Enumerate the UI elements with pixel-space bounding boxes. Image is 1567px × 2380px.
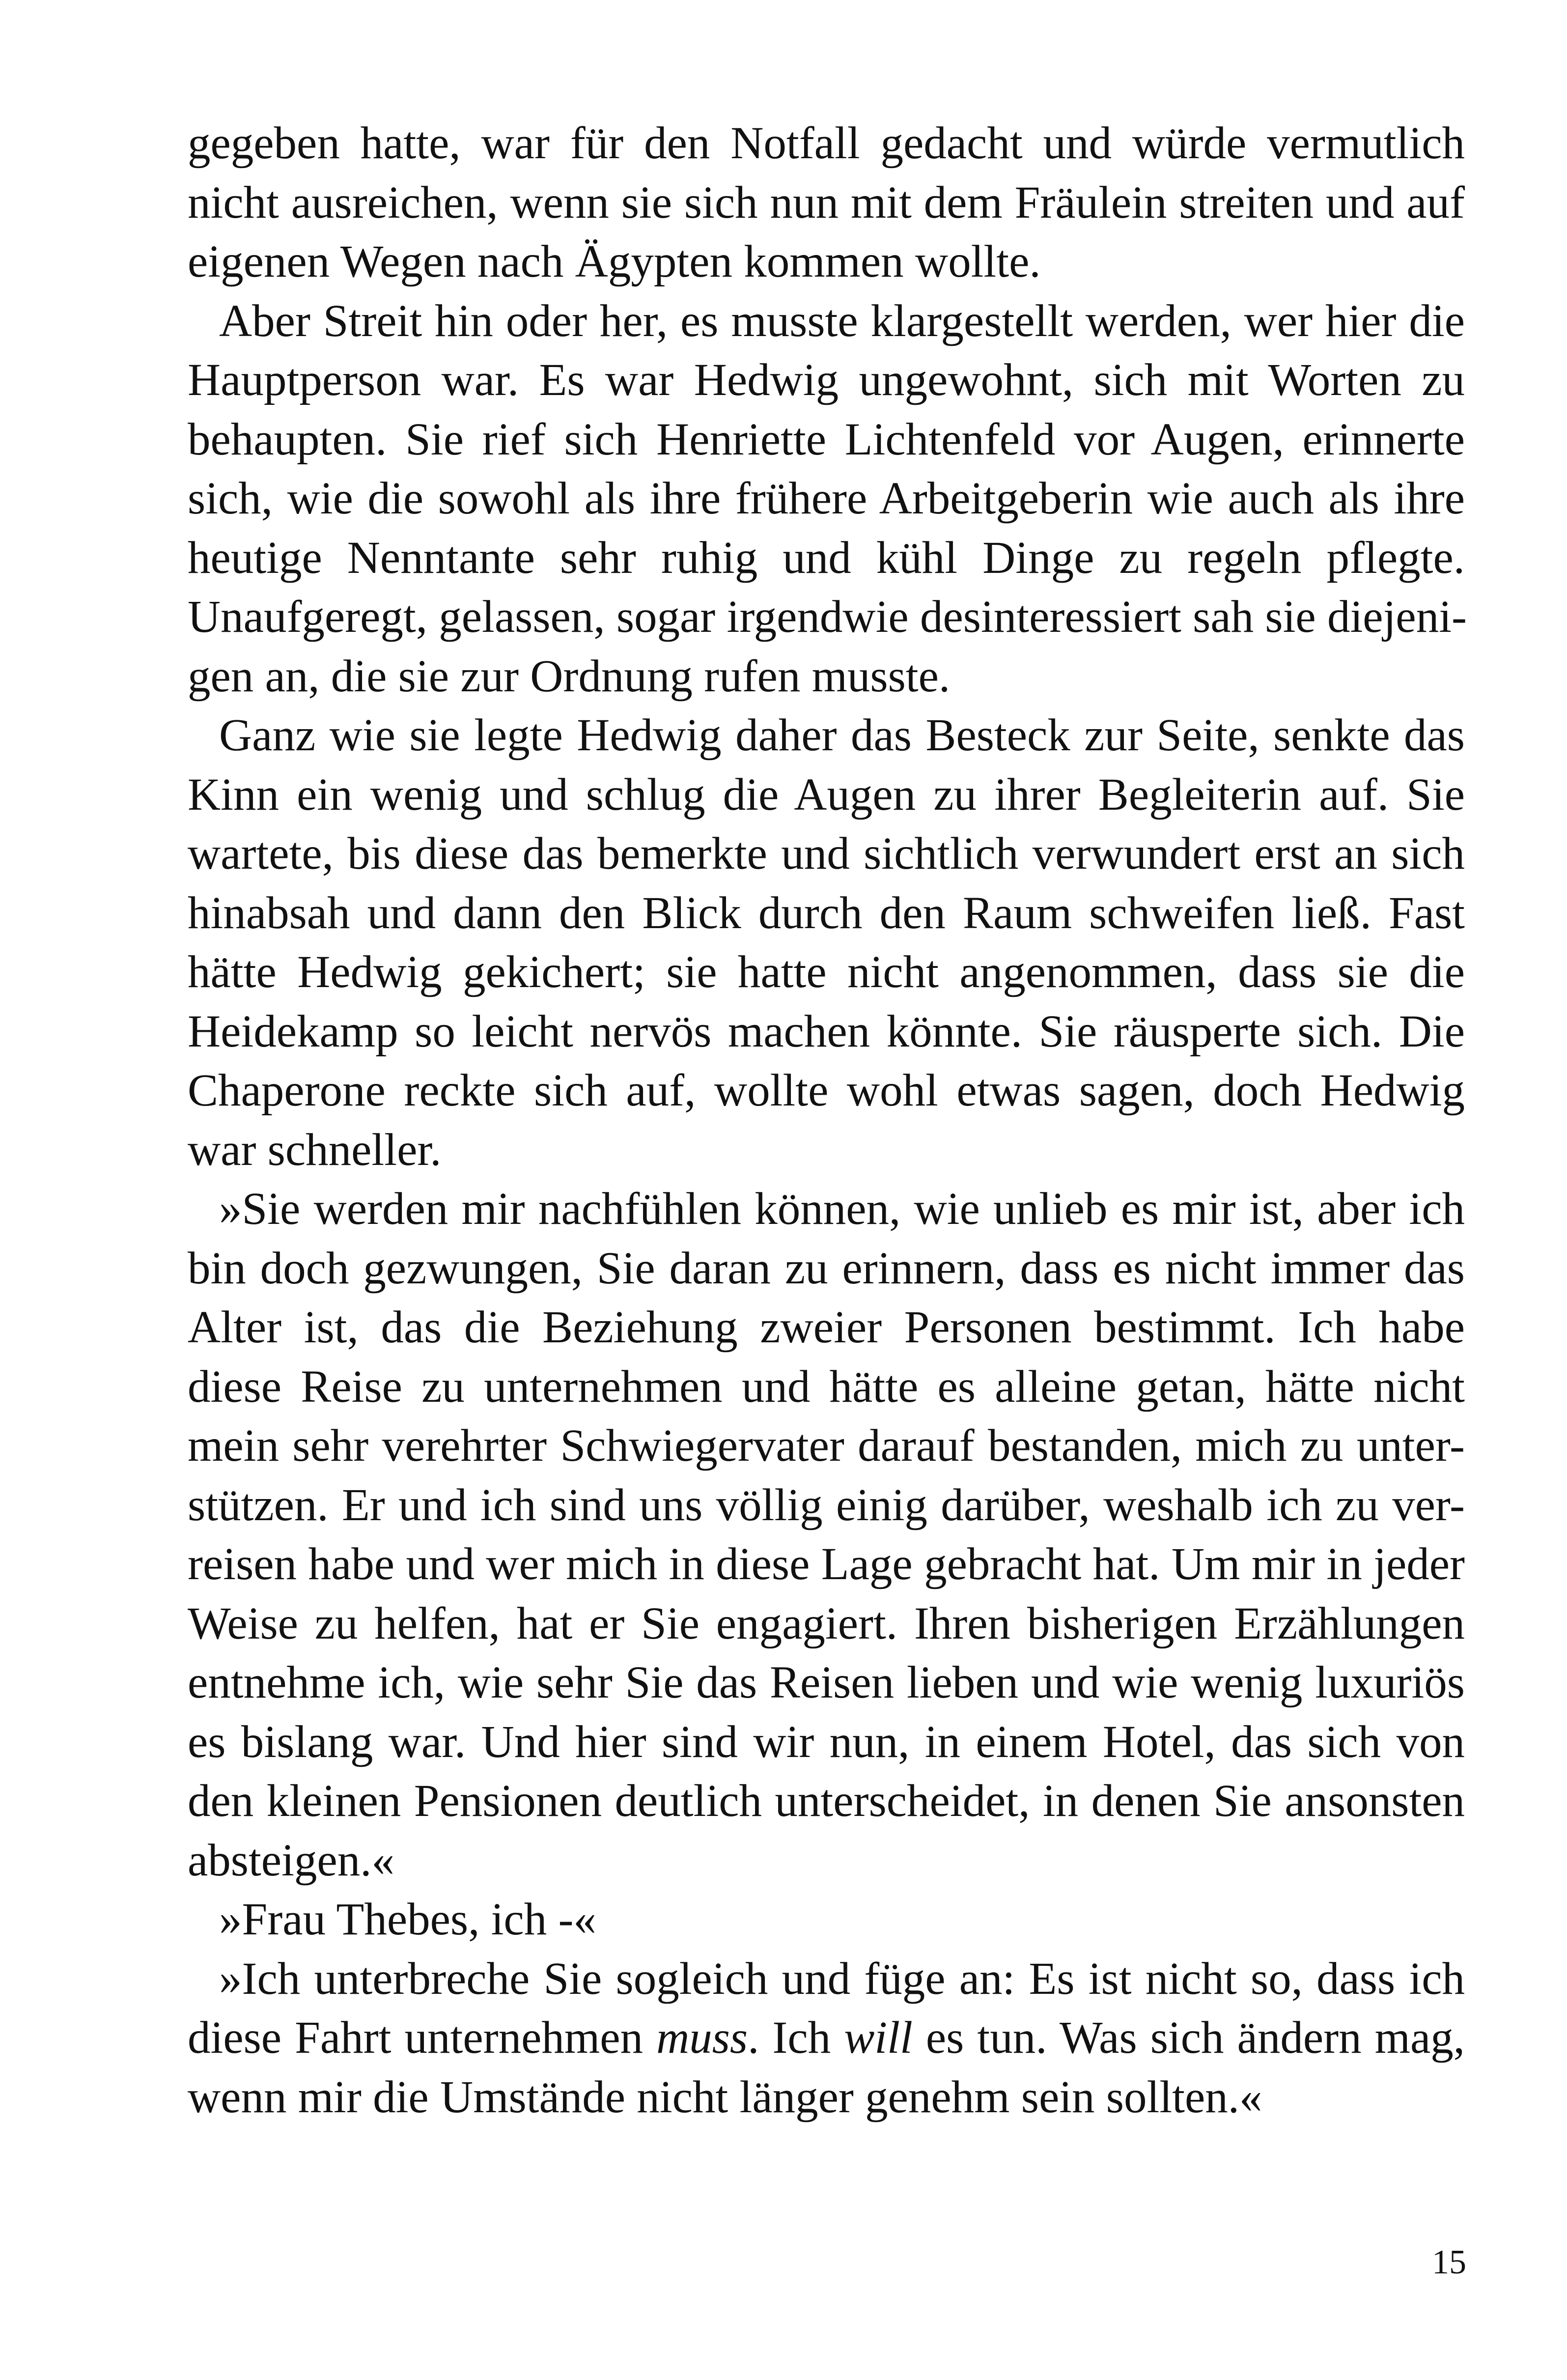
body-text bbox=[188, 114, 1465, 1950]
text-line: diese Fahrt unternehmen muss. Ich will es tun. Was sich ändern mag, bbox=[188, 2012, 1465, 2063]
text-line: Ganz wie sie legte Hedwig daher das Besteck zur Seite, senkte das bbox=[219, 710, 1465, 761]
text-line: nicht ausreichen, wenn sie sich nun mit dem Fräulein streiten und auf bbox=[188, 177, 1465, 228]
text-line: »Sie werden mir nachfühlen können, wie unlieb es mir ist, aber ich bbox=[219, 1184, 1465, 1234]
text-line: gegeben hatte, war für den Notfall gedacht und würde vermutlich bbox=[188, 118, 1465, 169]
text-line: Chaperone reckte sich auf, wollte wohl etwas sagen, doch Hedwig bbox=[188, 1065, 1465, 1116]
text-line: absteigen.« bbox=[188, 1835, 394, 1886]
text-line: sich, wie die sowohl als ihre frühere Arbeitgeberin wie auch als ihre bbox=[188, 473, 1465, 524]
text-line: Unaufgeregt, gelassen, sogar irgendwie desinteressiert sah sie diejeni- bbox=[188, 592, 1467, 642]
text-line: reisen habe und wer mich in diese Lage gebracht hat. Um mir in jeder bbox=[188, 1539, 1465, 1589]
text-line: wartete, bis diese das bemerkte und sichtlich verwundert erst an sich bbox=[188, 828, 1465, 879]
text-line: Alter ist, das die Beziehung zweier Personen bestimmt. Ich habe bbox=[188, 1302, 1465, 1353]
text-line: war schneller. bbox=[188, 1124, 442, 1175]
text-line: Aber Streit hin oder her, es musste klargestellt werden, wer hier die bbox=[219, 295, 1465, 346]
text-line: heutige Nenntante sehr ruhig und kühl Dinge zu regeln pflegte. bbox=[188, 532, 1465, 583]
text-line: hinabsah und dann den Blick durch den Raum schweifen ließ. Fast bbox=[188, 887, 1465, 938]
text-line: bin doch gezwungen, Sie daran zu erinnern, dass es nicht immer das bbox=[188, 1243, 1465, 1294]
text-line: diese Reise zu unternehmen und hätte es alleine getan, hätte nicht bbox=[188, 1361, 1465, 1412]
text-line: eigenen Wegen nach Ägypten kommen wollte. bbox=[188, 236, 1041, 287]
text-line: den kleinen Pensionen deutlich unterscheidet, in denen Sie ansonsten bbox=[188, 1776, 1465, 1826]
text-line: Hauptperson war. Es war Hedwig ungewohnt, sich mit Worten zu bbox=[188, 355, 1465, 405]
text-line: wenn mir die Umstände nicht länger genehm sein sollten.« bbox=[188, 2071, 1262, 2123]
text-line: »Ich unterbreche Sie sogleich und füge an: Es ist nicht so, dass ich bbox=[219, 1953, 1465, 2004]
text-line: hätte Hedwig gekichert; sie hatte nicht angenommen, dass sie die bbox=[188, 947, 1465, 997]
final-paragraph bbox=[188, 1950, 1465, 2127]
emphasis-muss: muss bbox=[656, 2012, 748, 2063]
text-line: gen an, die sie zur Ordnung rufen musste. bbox=[188, 651, 951, 702]
text-line: es bislang war. Und hier sind wir nun, in einem Hotel, das sich von bbox=[188, 1716, 1465, 1767]
text-line: Heidekamp so leicht nervös machen könnte. Sie räusperte sich. Die bbox=[188, 1006, 1465, 1057]
text-line: stützen. Er und ich sind uns völlig einig darüber, weshalb ich zu ver- bbox=[188, 1479, 1465, 1530]
emphasis-will: will bbox=[844, 2012, 913, 2063]
text-line: Kinn ein wenig und schlug die Augen zu ihrer Begleiterin auf. Sie bbox=[188, 769, 1465, 820]
text-line: entnehme ich, wie sehr Sie das Reisen lieben und wie wenig luxuriös bbox=[188, 1657, 1465, 1708]
text-line: »Frau Thebes, ich -« bbox=[219, 1894, 596, 1945]
page-number: 15 bbox=[1432, 2243, 1466, 2281]
text-line: mein sehr verehrter Schwiegervater darauf bestanden, mich zu unter- bbox=[188, 1420, 1465, 1471]
text-line: behaupten. Sie rief sich Henriette Lichtenfeld vor Augen, erinnerte bbox=[188, 414, 1465, 465]
text-line: Weise zu helfen, hat er Sie engagiert. Ihren bisherigen Erzählungen bbox=[188, 1598, 1465, 1649]
